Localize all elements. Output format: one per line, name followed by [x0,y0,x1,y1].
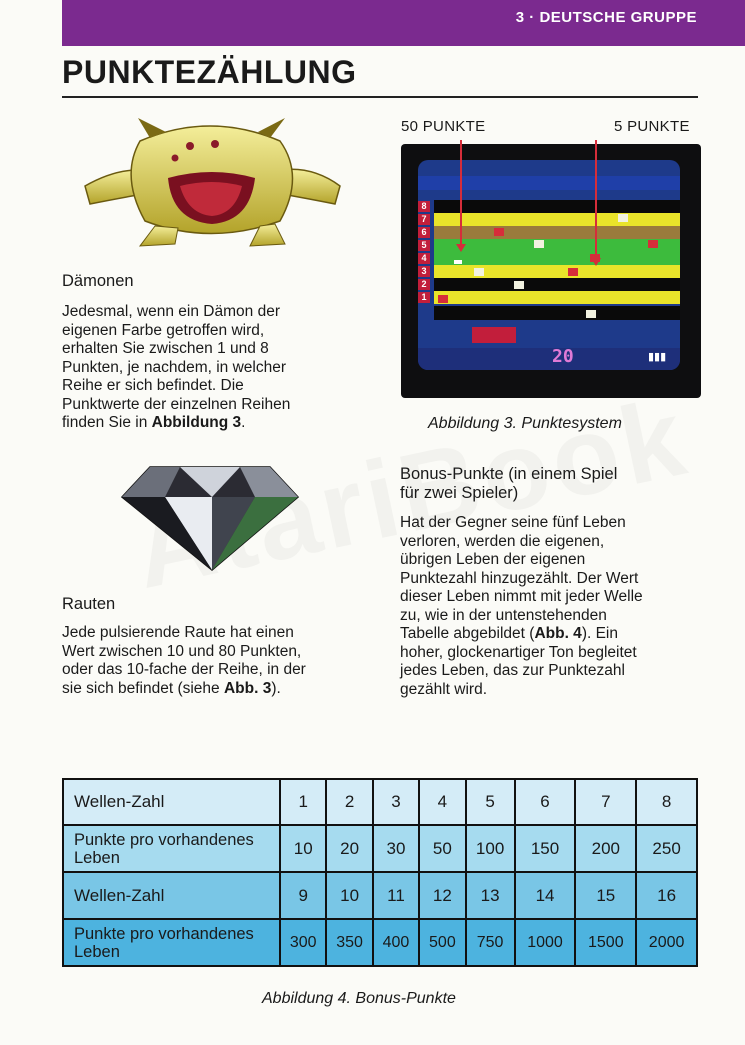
table-cell: 500 [419,919,465,966]
table-cell: 200 [575,825,636,872]
table-cell: 150 [515,825,576,872]
label-5-points: 5 PUNKTE [614,118,690,135]
table-cell: 8 [636,779,697,825]
table-cell: 5 [466,779,515,825]
demon-sprite [514,281,524,289]
table-cell: 1000 [515,919,576,966]
text-line: Reihe er sich befindet. Die [62,377,244,394]
text-line: verloren, werden die eigenen, [400,532,605,550]
text-line: dieser Leben nimmt mit jeder Welle [400,588,643,605]
table-cell: 1500 [575,919,636,966]
table-row [63,919,697,966]
table-cell: 30 [373,825,419,872]
lives-indicator: ▮▮▮ [648,351,667,363]
text-line: Jede pulsierende Raute hat einen [62,624,294,641]
lane-8 [434,200,680,213]
lane-2 [434,278,680,291]
figure-reference: Abb. 3 [223,679,272,697]
table-cell: 750 [466,919,515,966]
table-cell: 4 [419,779,465,825]
text-line: erhalten Sie zwischen 1 und 8 [62,340,269,357]
table-cell: 2 [326,779,372,825]
bonus-points-table [62,778,698,967]
score-display: 20 [552,346,574,367]
lane-1 [434,291,680,304]
table-row [63,825,697,872]
text-line [400,625,700,644]
lane-number: 1 [418,292,430,303]
demon-sprite [618,214,628,222]
lane-6 [434,226,680,239]
lane-7 [434,213,680,226]
text-span: Tabelle abgebildet ( [400,625,535,642]
lane-number: 4 [418,253,430,264]
table-cell: 400 [373,919,419,966]
lane-number: 3 [418,266,430,277]
text-span: finden Sie in [62,414,148,431]
text-line: oder das 10-fache der Reihe, in der [62,661,306,678]
bonus-paragraph [400,514,700,699]
label-50-points: 50 PUNKTE [401,118,486,135]
demon-sprite [586,310,596,318]
arrow-head-icon [456,244,466,252]
table-cell: 16 [636,872,697,919]
text-line: Punktwerte der einzelnen Reihen [62,395,291,413]
figure3-caption: Abbildung 3. Punktesystem [428,415,622,432]
text-line [62,414,352,433]
row-header: Punkte pro vorhandenes Leben [63,825,280,872]
arrow-head-icon [591,258,601,266]
table-cell: 13 [466,872,515,919]
player-cannon [472,327,516,343]
diamonds-heading: Rauten [62,595,116,613]
arrow-5-points [595,140,597,260]
table-cell: 100 [466,825,515,872]
table-cell: 3 [373,779,419,825]
table-cell: 1 [280,779,326,825]
row-header: Wellen-Zahl [63,872,280,919]
figure4-caption: Abbildung 4. Bonus-Punkte [262,990,456,1007]
table-cell: 9 [280,872,326,919]
heading-line: Bonus-Punkte (in einem Spiel [400,465,618,483]
lane-4 [434,252,680,265]
text-span: ). [271,679,281,697]
table-cell: 250 [636,825,697,872]
diamond-illustration [120,462,300,572]
lane-number: 2 [418,279,430,290]
demon-sprite [474,268,484,276]
lane-5 [434,239,680,252]
text-span: sie sich befindet (siehe [62,679,220,697]
table-cell: 10 [280,825,326,872]
text-line: Punkten, je nachdem, in welcher [62,358,287,376]
table-row [63,872,697,919]
demons-paragraph [62,303,352,433]
table-cell: 50 [419,825,465,872]
lane-3 [434,265,680,278]
lane-number: 7 [418,214,430,225]
table-cell: 12 [419,872,465,919]
text-line: eigenen Farbe getroffen wird, [62,321,265,339]
row-header: Wellen-Zahl [63,779,280,825]
text-span: . [241,414,246,431]
diamond-sprite [454,260,462,264]
demon-sprite [438,295,448,303]
demons-heading: Dämonen [62,272,134,290]
figure-reference: Abbildung 3 [151,414,242,431]
section-label: 3 · DEUTSCHE GRUPPE [515,9,697,26]
demon-illustration [80,116,345,256]
text-line: Wert zwischen 10 und 80 Punkten, [62,642,302,660]
heading-line: für zwei Spieler) [400,484,519,502]
text-line: Jedesmal, wenn ein Dämon der [62,303,280,320]
table-cell: 15 [575,872,636,919]
text-span: ). Ein [581,625,618,642]
text-line: Hat der Gegner seine fünf Leben [400,514,626,531]
diamonds-paragraph [62,624,362,698]
table-cell: 11 [373,872,419,919]
arrow-50-points [460,140,462,244]
title-rule [62,96,698,98]
table-cell: 7 [575,779,636,825]
text-line: jedes Leben, das zur Punktezahl [400,662,625,679]
table-cell: 10 [326,872,372,919]
bonus-heading [400,465,700,503]
table-cell: 6 [515,779,576,825]
table-cell: 300 [280,919,326,966]
figure-reference: Abb. 4 [534,625,582,642]
table-cell: 20 [326,825,372,872]
text-line: gezählt wird. [400,680,488,698]
text-line: zu, wie in der untenstehenden [400,606,607,624]
demon-sprite [648,240,658,248]
text-line: Punktezahl hinzugezählt. Der Wert [400,569,639,587]
game-screen [418,160,680,370]
table-row [63,779,697,825]
text-line: hoher, glockenartiger Ton begleitet [400,643,637,661]
table-cell: 350 [326,919,372,966]
demon-sprite [568,268,578,276]
text-line [62,680,362,699]
page-title: PUNKTEZÄHLUNG [62,54,357,90]
lane-number: 5 [418,240,430,251]
table-cell: 2000 [636,919,697,966]
lane-number: 8 [418,201,430,212]
lane-number: 6 [418,227,430,238]
demon-sprite [494,228,504,236]
text-line: übrigen Leben der eigenen [400,551,586,568]
row-header: Punkte pro vorhandenes Leben [63,919,280,966]
table-cell: 14 [515,872,576,919]
demon-sprite [534,240,544,248]
